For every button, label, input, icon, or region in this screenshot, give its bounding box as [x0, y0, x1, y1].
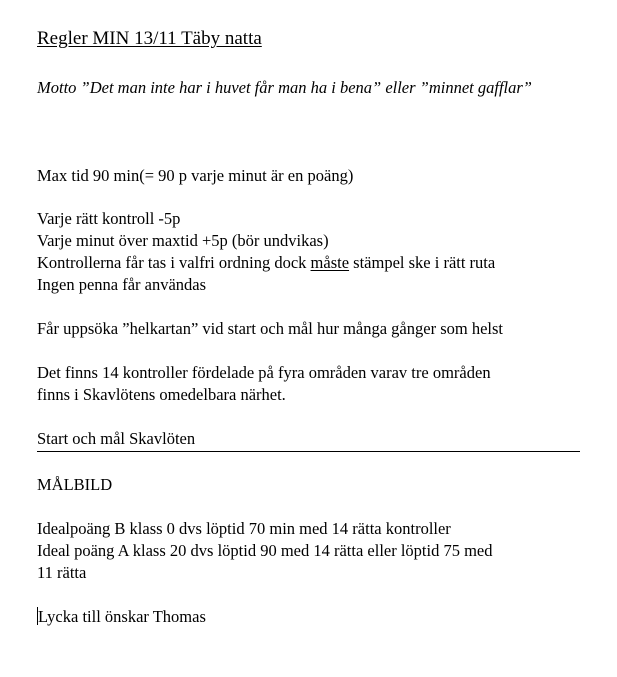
closing-text: Lycka till önskar Thomas	[38, 607, 206, 626]
target-line-2: Ideal poäng A klass 20 dvs löptid 90 med 14 rätta eller löptid 75 med	[37, 541, 493, 560]
rule-overtime: Varje minut över maxtid +5p (bör undvikas)	[37, 231, 329, 250]
target-heading: MÅLBILD	[37, 475, 113, 494]
map-visit-text: Får uppsöka ”helkartan” vid start och mål hur många gånger som helst	[37, 319, 503, 338]
document-title: Regler MIN 13/11 Täby natta	[37, 28, 262, 49]
rule-order	[37, 252, 495, 274]
controls-text-line-2: finns i Skavlötens omedelbara närhet.	[37, 385, 286, 404]
horizontal-divider	[37, 451, 580, 452]
max-time-text: Max tid 90 min(= 90 p varje minut är en poäng)	[37, 166, 354, 185]
target-line-3: 11 rätta	[37, 563, 87, 582]
controls-text-line-1: Det finns 14 kontroller fördelade på fyra områden varav tre områden	[37, 363, 491, 382]
target-line-1: Idealpoäng B klass 0 dvs löptid 70 min med 14 rätta kontroller	[37, 519, 451, 538]
motto-text: Motto ”Det man inte har i huvet får man ha i bena” eller ”minnet gafflar”	[37, 78, 532, 97]
rule-correct-control: Varje rätt kontroll -5p	[37, 209, 181, 228]
rule-order-start: Kontrollerna får tas i valfri ordning dock	[37, 253, 311, 272]
closing-line[interactable]	[37, 606, 206, 628]
rule-no-pen: Ingen penna får användas	[37, 275, 207, 294]
rule-order-end: stämpel ske i rätt ruta	[349, 253, 496, 272]
rule-order-emphasis: måste	[310, 253, 350, 272]
start-finish-text: Start och mål Skavlöten	[37, 429, 196, 448]
